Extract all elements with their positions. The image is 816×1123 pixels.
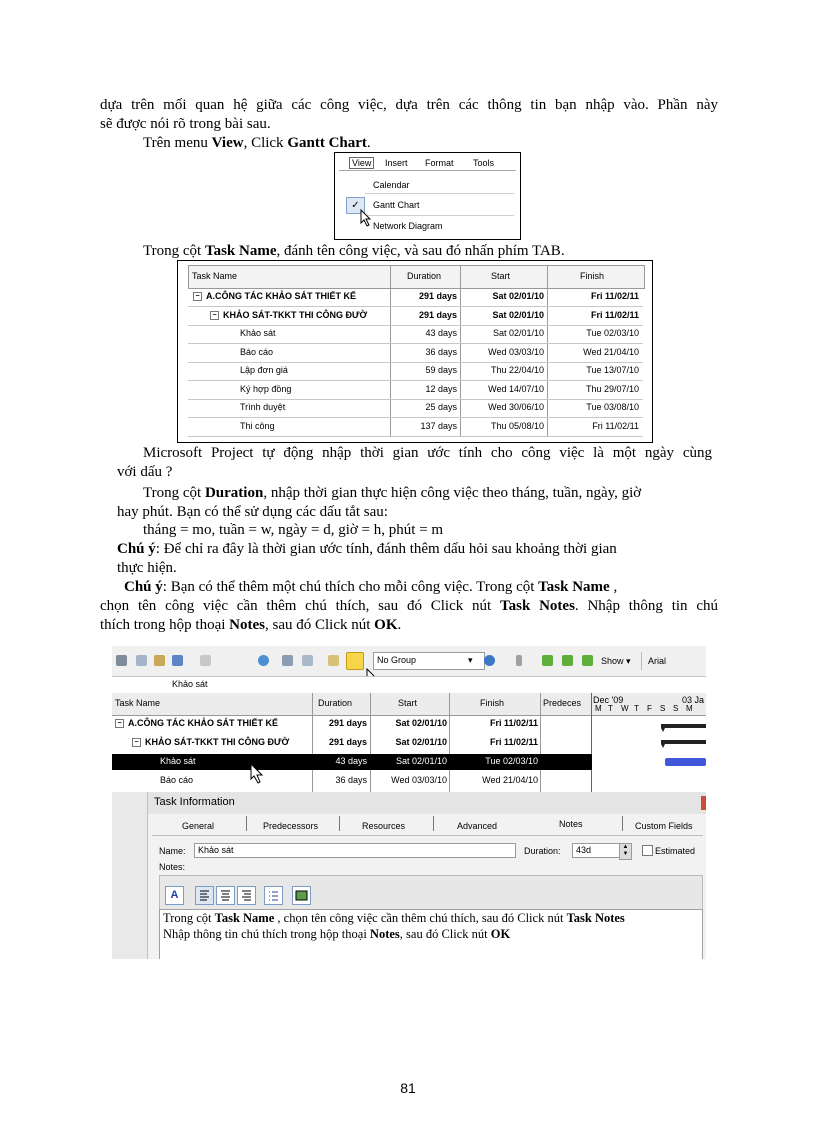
table-row[interactable] [188, 325, 643, 343]
task-name-cell [240, 402, 285, 412]
task-information-dialog [147, 792, 706, 959]
table-row[interactable] [112, 773, 592, 789]
duration-field[interactable]: 43d [572, 843, 620, 858]
timescale-day: M [686, 704, 693, 713]
task-name-text: Ký hợp đồng [240, 383, 292, 394]
duration-cell: 291 days [328, 718, 367, 728]
task-name-cell [240, 347, 273, 357]
timescale-day: W [621, 704, 629, 713]
entry-bar[interactable]: Khảo sát [112, 676, 706, 693]
row-divider [188, 362, 643, 363]
table-row[interactable] [112, 716, 592, 732]
row-divider [188, 399, 643, 400]
scroll-left-icon[interactable] [542, 655, 553, 666]
menu-format[interactable]: Format [425, 158, 454, 168]
tab-separator [433, 816, 434, 831]
task-name-text: KHẢO SÁT-TKKT THI CÔNG ĐƯỜ [223, 309, 368, 320]
paragraph-note1-line2: thực hiện. [117, 560, 177, 576]
paragraph-intro-line2: sẽ được nói rõ trong bài sau. [100, 116, 271, 132]
tab-advanced[interactable]: Advanced [457, 821, 498, 831]
row-divider [188, 306, 643, 307]
menu-tools[interactable]: Tools [473, 158, 495, 168]
duration-cell: 43 days [425, 328, 457, 338]
paragraph-auto-duration-line1: Microsoft Project tự động nhập thời gian ước tính cho công việc là một ngày cùng [143, 445, 712, 461]
finish-cell: Thu 29/07/10 [585, 383, 639, 394]
undo-icon[interactable] [172, 655, 183, 666]
scroll-right-icon[interactable] [562, 655, 573, 666]
start-cell: Sat 02/01/10 [395, 718, 447, 728]
menu-bar [339, 156, 516, 171]
finish-cell: Tue 02/03/10 [485, 756, 538, 766]
paste-icon[interactable] [154, 655, 165, 666]
menu-item-gantt-chart[interactable]: Gantt Chart [373, 200, 420, 210]
mouse-cursor-icon [250, 763, 264, 785]
finish-cell: Tue 03/08/10 [586, 402, 639, 412]
header-start: Start [398, 698, 418, 708]
task-name-text: KHẢO SÁT-TKKT THI CÔNG ĐƯỜ [145, 737, 290, 747]
finish-cell: Fri 11/02/11 [489, 737, 538, 747]
timescale-month: Dec '09 [593, 695, 624, 705]
start-cell: Sat 02/01/10 [492, 291, 544, 301]
duration-cell: 59 days [425, 365, 457, 375]
start-cell: Wed 14/07/10 [488, 383, 544, 394]
summary-bar-cap [661, 744, 665, 748]
start-cell: Thu 05/08/10 [490, 420, 544, 431]
row-divider [188, 417, 643, 418]
summary-bar [661, 740, 706, 744]
tab-separator [246, 816, 247, 831]
task-name-cell [240, 365, 288, 375]
collapse-icon[interactable]: − [193, 292, 202, 301]
standard-toolbar [112, 646, 706, 676]
timescale-day: F [647, 704, 652, 713]
menu-item-calendar[interactable]: Calendar [373, 180, 410, 190]
duration-cell: 25 days [425, 402, 457, 412]
task-name-cell [240, 384, 291, 394]
finish-cell: Fri 11/02/11 [590, 309, 639, 320]
table-row[interactable] [188, 381, 643, 399]
redo-icon[interactable] [200, 655, 211, 666]
table-row[interactable] [188, 288, 643, 306]
duration-cell: 291 days [418, 309, 457, 320]
align-left-icon[interactable] [195, 886, 214, 905]
header-predecessors: Predeces [543, 698, 582, 708]
table-row[interactable] [188, 362, 643, 380]
mouse-cursor-icon [360, 209, 372, 227]
align-right-icon[interactable] [237, 886, 256, 905]
start-cell: Wed 03/03/10 [391, 775, 447, 785]
tab-notes[interactable]: Notes [559, 819, 583, 829]
task-name-text: A.CÔNG TÁC KHẢO SÁT THIẾT KẾ [206, 291, 356, 301]
paragraph-intro-line1: dựa trên mối quan hệ giữa các công việc, dựa trên các thông tin bạn nhập vào. Phần này [100, 97, 718, 113]
task-name-cell [132, 737, 289, 747]
tab-custom-fields[interactable]: Custom Fields [635, 821, 693, 831]
toolbar-divider [641, 652, 642, 670]
duration-cell: 36 days [425, 346, 457, 357]
task-name-cell [240, 328, 276, 338]
header-start: Start [491, 271, 511, 281]
paragraph-duration-line1: Trong cột Duration, nhập thời gian thực hiện công việc theo tháng, tuần, ngày, giờ [143, 485, 642, 501]
paragraph-note2-line1: Chú ý: Bạn có thể thêm một chú thích cho mỗi công việc. Trong cột Task Name , [124, 579, 618, 595]
paragraph-note1-line1: Chú ý: Để chỉ ra đây là thời gian ước tính, đánh thêm dấu hỏi sau khoảng thời gian [117, 541, 617, 557]
start-cell: Wed 30/06/10 [488, 402, 544, 412]
task-notes-icon[interactable] [346, 652, 364, 670]
task-table-figure [177, 260, 653, 443]
duration-cell: 43 days [335, 756, 367, 766]
move-icon[interactable] [582, 655, 593, 666]
menu-separator [365, 215, 514, 216]
duration-label: Duration: [524, 846, 561, 856]
print-icon[interactable] [116, 655, 127, 666]
grid-header [112, 693, 706, 716]
font-color-icon[interactable]: A [165, 886, 184, 905]
paragraph-note2-line3: thích trong hộp thoại Notes, sau đó Click nút OK. [100, 617, 402, 633]
task-bar[interactable] [665, 758, 706, 766]
paragraph-shortcuts: tháng = mo, tuần = w, ngày = d, giờ = h, phút = m [143, 522, 444, 538]
table-row[interactable] [112, 735, 592, 751]
row-divider [188, 325, 643, 326]
summary-bar-cap [661, 728, 665, 732]
task-name-cell [210, 310, 367, 320]
paragraph-duration-line2: hay phút. Bạn có thể sử dụng các dấu tắt sau: [117, 504, 388, 520]
finish-cell: Fri 11/02/11 [592, 420, 639, 431]
header-task-name: Task Name [192, 271, 238, 281]
table-header [188, 265, 645, 289]
menu-item-network-diagram[interactable]: Network Diagram [373, 221, 443, 231]
header-finish: Finish [580, 271, 605, 281]
help-icon[interactable] [484, 655, 495, 666]
finish-cell: Fri 11/02/11 [590, 291, 639, 301]
header-finish: Finish [480, 698, 505, 708]
header-duration: Duration [407, 271, 442, 281]
task-information-icon[interactable] [328, 655, 339, 666]
link-icon[interactable] [282, 655, 293, 666]
paragraph-note2-line2: chọn tên công việc cần thêm chú thích, sau đó Click nút Task Notes. Nhập thông tin chú [100, 598, 718, 614]
start-cell: Sat 02/01/10 [492, 309, 544, 320]
finish-cell: Fri 11/02/11 [489, 718, 538, 728]
menu-insert[interactable]: Insert [385, 158, 408, 168]
show-menu-button[interactable]: Show ▾ [601, 656, 631, 666]
notes-line-2: Nhập thông tin chú thích trong hộp thoại Notes, sau đó Click nút OK [163, 927, 511, 941]
task-name-cell [160, 756, 196, 766]
notes-textarea[interactable] [159, 909, 703, 959]
timescale-day: T [634, 704, 639, 713]
task-name-text: A.CÔNG TÁC KHẢO SÁT THIẾT KẾ [128, 718, 278, 728]
gantt-bars [657, 721, 706, 781]
notes-line-1: Trong cột Task Name , chọn tên công việc cần thêm chú thích, sau đó Click nút Task Notes [163, 911, 625, 925]
dialog-title: Task Information [154, 796, 235, 808]
row-divider [188, 380, 643, 381]
duration-cell: 291 days [328, 737, 367, 747]
table-row[interactable] [188, 399, 643, 417]
tab-resources[interactable]: Resources [362, 821, 406, 831]
duration-cell: 36 days [335, 775, 367, 785]
copy-icon[interactable] [136, 655, 147, 666]
align-center-icon[interactable] [216, 886, 235, 905]
duration-cell: 291 days [418, 291, 457, 301]
bullets-icon[interactable] [264, 886, 283, 905]
timescale-week: 03 Ja [682, 695, 705, 705]
project-screenshot-figure [112, 646, 706, 959]
task-name-text: Báo cáo [160, 775, 194, 785]
insert-object-icon[interactable] [292, 886, 311, 905]
task-name-text: Trình duyệt [240, 402, 286, 412]
estimated-label: Estimated [655, 846, 696, 856]
task-name-cell [240, 421, 275, 431]
start-cell: Sat 02/01/10 [395, 737, 447, 747]
task-name-cell [193, 291, 356, 301]
unlink-icon[interactable] [302, 655, 313, 666]
timescale-day: M [595, 704, 602, 713]
header-task-name: Task Name [115, 698, 161, 708]
collapse-icon[interactable]: − [210, 311, 219, 320]
globe-icon[interactable] [258, 655, 269, 666]
finish-cell: Tue 02/03/10 [586, 328, 639, 338]
task-name-cell [115, 718, 278, 728]
task-name-text: Lập đơn giá [240, 365, 288, 375]
task-name-text: Khảo sát [240, 328, 276, 338]
task-name-text: Khảo sát [160, 756, 196, 766]
header-duration: Duration [318, 698, 353, 708]
summary-bar [661, 724, 706, 728]
finish-cell: Wed 21/04/10 [583, 346, 639, 357]
tab-separator [339, 816, 340, 831]
menu-view[interactable]: View [349, 157, 374, 169]
notes-label: Notes: [159, 862, 186, 872]
font-combo[interactable]: Arial [648, 656, 667, 666]
paragraph-auto-duration-line2: với dấu ? [117, 464, 173, 480]
page-number: 81 [400, 1080, 416, 1096]
finish-cell: Wed 21/04/10 [482, 775, 538, 785]
table-row[interactable] [188, 418, 643, 436]
estimated-checkbox[interactable] [642, 845, 653, 856]
row-divider [188, 436, 643, 437]
tab-underline [152, 835, 703, 836]
row-divider [188, 343, 643, 344]
view-menu-figure [334, 152, 521, 240]
finish-cell: Tue 13/07/10 [586, 365, 639, 375]
duration-cell: 137 days [420, 420, 457, 431]
paragraph-task-name: Trong cột Task Name, đánh tên công việc, và sau đó nhấn phím TAB. [143, 243, 565, 259]
group-combo[interactable]: No Group ▾ [373, 652, 485, 670]
start-cell: Thu 22/04/10 [490, 365, 544, 375]
collapse-icon[interactable]: − [132, 738, 141, 747]
menu-separator [365, 193, 514, 194]
start-cell: Wed 03/03/10 [488, 346, 544, 357]
start-cell: Sat 02/01/10 [492, 328, 544, 338]
name-field[interactable]: Khảo sát [194, 843, 516, 858]
duration-spinner[interactable]: ▲ ▼ [619, 843, 632, 860]
paragraph-view-menu: Trên menu View, Click Gantt Chart. [143, 135, 371, 151]
tab-general[interactable]: General [182, 821, 215, 831]
tab-predecessors[interactable]: Predecessors [263, 821, 319, 831]
dialog-titlebar [148, 792, 706, 814]
close-icon[interactable] [701, 796, 706, 810]
table-row-selected[interactable] [112, 754, 592, 770]
duration-cell: 12 days [425, 383, 457, 394]
check-icon: ✓ [346, 197, 365, 214]
start-cell: Sat 02/01/10 [395, 756, 447, 766]
timescale-day: T [608, 704, 613, 713]
task-name-text: Thi công [240, 420, 275, 431]
table-row[interactable] [188, 344, 643, 362]
tab-separator [622, 816, 623, 831]
table-row[interactable] [188, 307, 643, 325]
task-name-text: Báo cáo [240, 346, 274, 357]
toolbar-grip-icon [516, 655, 522, 666]
collapse-icon[interactable]: − [115, 719, 124, 728]
gantt-grid [112, 693, 706, 792]
name-label: Name: [159, 846, 186, 856]
task-name-cell [160, 775, 193, 785]
timescale-day: S [673, 704, 679, 713]
timescale-day: S [660, 704, 666, 713]
